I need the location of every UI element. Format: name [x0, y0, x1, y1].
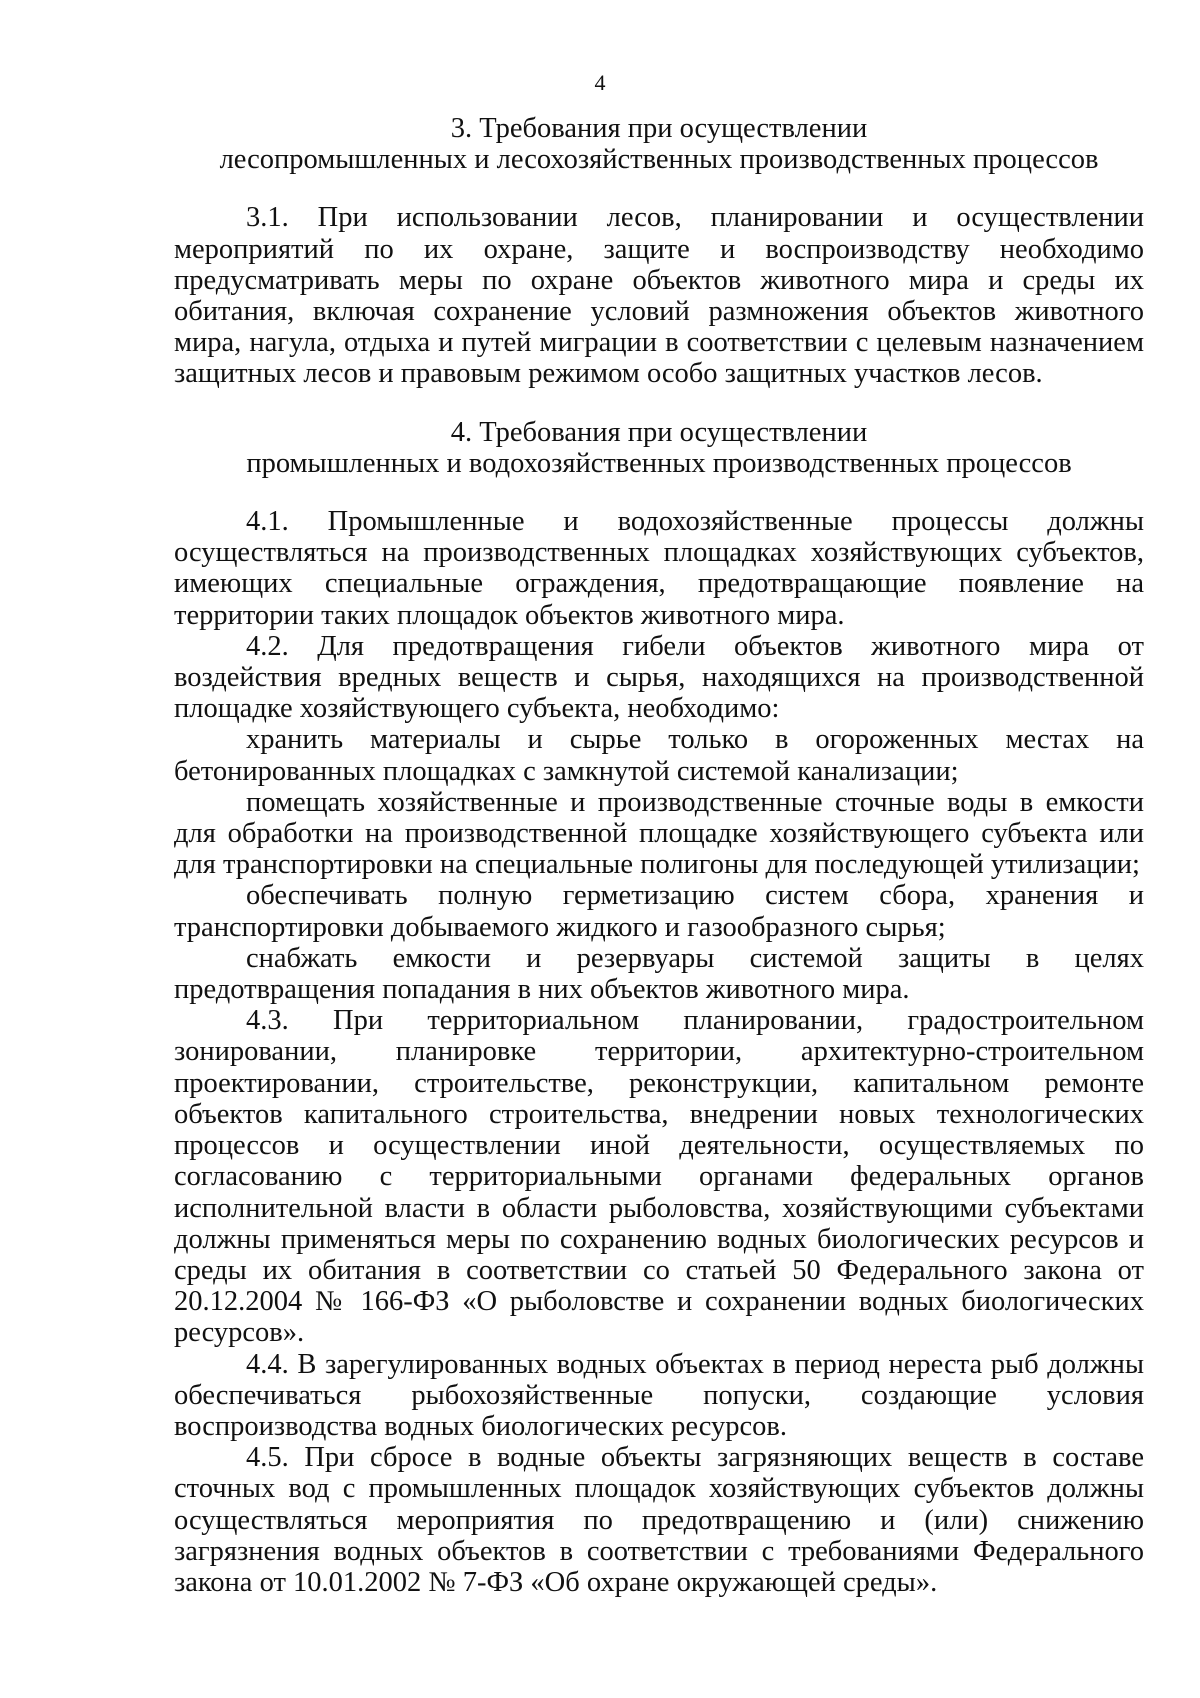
paragraph-4-2-item-1: хранить материалы и сырье только в огороженных местах на бетонированных площадках с замкнутой системой канализации; [174, 724, 1144, 787]
paragraph-4-5: 4.5. При сбросе в водные объекты загрязняющих веществ в составе сточных вод с промышленных площадок хозяйствующих субъектов должны осуществляться мероприятия по предотвращению и (или) снижению загрязнения водных объектов в соответствии с требованиями Федерального закона от 10.01.2002 № 7-ФЗ «Об охране окружающей среды». [174, 1442, 1144, 1598]
document-body [174, 113, 1144, 1598]
section-4-heading [174, 417, 1144, 479]
paragraph-4-1: 4.1. Промышленные и водохозяйственные процессы должны осуществляться на производственных площадках хозяйствующих субъектов, имеющих специальные ограждения, предотвращающие появление на территории таких площадок объектов животного мира. [174, 506, 1144, 631]
page-number: 4 [594, 70, 606, 95]
section-3-heading-line-2: лесопромышленных и лесохозяйственных производственных процессов [219, 144, 1099, 176]
paragraph-4-2-item-3: обеспечивать полную герметизацию систем сбора, хранения и транспортировки добываемого жидкого и газообразного сырья; [174, 880, 1144, 943]
paragraph-4-2-item-2: помещать хозяйственные и производственные сточные воды в емкости для обработки на производственной площадке хозяйствующего субъекта или для транспортировки на специальные полигоны для последующей утилизации; [174, 786, 1144, 881]
section-3-heading-line-1: 3. Требования при осуществлении [450, 113, 868, 144]
paragraph-4-2-item-4: снабжать емкости и резервуары системой защиты в целях предотвращения попадания в них объектов животного мира. [174, 942, 1144, 1006]
section-4-heading-line-2: промышленных и водохозяйственных производственных процессов [246, 447, 1072, 479]
spacer [174, 390, 1144, 417]
section-3-heading [174, 113, 1144, 175]
section-4-heading-line-1: 4. Требования при осуществлении [450, 416, 868, 448]
spacer [174, 479, 1144, 506]
paragraph-4-3: 4.3. При территориальном планировании, градостроительном зонировании, планировке территории, архитектурно-строительном проектировании, строительстве, реконструкции, капитальном ремонте объектов капитального строительства, внедрении новых технологических процессов и осуществлении иной деятельности, осуществляемых по согласованию с территориальными органами федеральных органов исполнительной власти в области рыболовства, хозяйствующими субъектами должны применяться меры по сохранению водных биологических ресурсов и среды их обитания в соответствии со статьей 50 Федерального закона от 20.12.2004 № 166-ФЗ «О рыболовстве и сохранении водных биологических ресурсов». [174, 1005, 1144, 1349]
paragraph-4-4: 4.4. В зарегулированных водных объектах в период нереста рыб должны обеспечиваться рыбохозяйственные попуски, создающие условия воспроизводства водных биологических ресурсов. [174, 1348, 1144, 1442]
paragraph-3-1: 3.1. При использовании лесов, планировании и осуществлении мероприятий по их охране, защите и воспроизводству необходимо предусматривать меры по охране объектов животного мира и среды их обитания, включая сохранение условий размножения объектов животного мира, нагула, отдыха и путей миграции в соответствии с целевым назначением защитных лесов и правовым режимом особо защитных участков лесов. [174, 202, 1144, 390]
spacer [174, 175, 1144, 202]
paragraph-4-2: 4.2. Для предотвращения гибели объектов животного мира от воздействия вредных веществ и сырья, находящихся на производственной площадке хозяйствующего субъекта, необходимо: [174, 630, 1144, 725]
